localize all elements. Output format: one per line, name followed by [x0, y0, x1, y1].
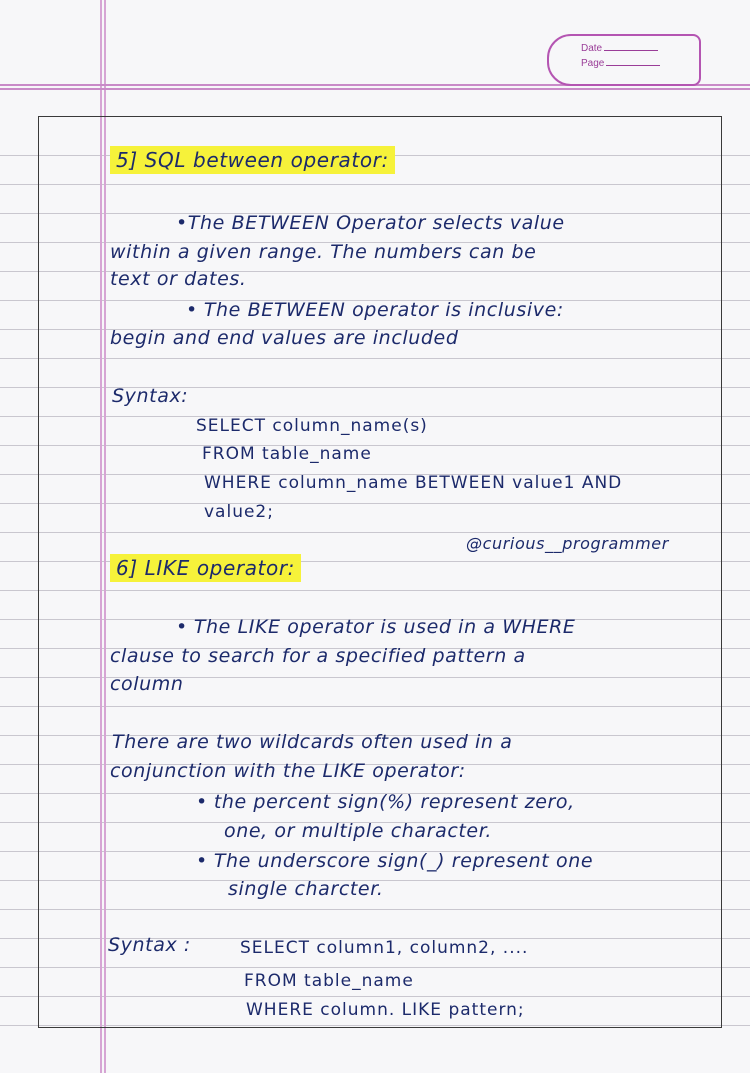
- section6-syntax-2: FROM table_name: [244, 971, 414, 991]
- section5-title: 5] SQL between operator:: [110, 148, 395, 172]
- section5-syntax-label: Syntax:: [112, 385, 189, 407]
- wildcard-percent-1: • the percent sign(%) represent zero,: [196, 791, 575, 813]
- section5-syntax-3: WHERE column_name BETWEEN value1 AND: [204, 473, 623, 493]
- wildcard-underscore-1: • The underscore sign(_) represent one: [196, 850, 593, 872]
- section5-line-2: within a given range. The numbers can be: [110, 241, 537, 263]
- wildcard-percent-2: one, or multiple character.: [224, 820, 493, 842]
- section5-syntax-2: FROM table_name: [202, 444, 372, 464]
- wildcards-intro-2: conjunction with the LIKE operator:: [110, 760, 466, 782]
- section6-syntax-label: Syntax :: [108, 934, 191, 956]
- section5-syntax-1: SELECT column_name(s): [196, 416, 428, 436]
- section6-title: 6] LIKE operator:: [110, 556, 301, 580]
- section6-line-3: column: [110, 673, 184, 695]
- date-page-stamp: [547, 34, 701, 86]
- wildcards-intro-1: There are two wildcards often used in a: [112, 731, 513, 753]
- section6-syntax-3: WHERE column. LIKE pattern;: [246, 1000, 525, 1020]
- section5-line-3: text or dates.: [110, 268, 247, 290]
- section5-line-1: •The BETWEEN Operator selects value: [176, 212, 565, 234]
- wildcard-underscore-2: single charcter.: [228, 878, 384, 900]
- section6-line-1: • The LIKE operator is used in a WHERE: [176, 616, 576, 638]
- page-label: Page: [581, 58, 605, 69]
- header-rule-2: [0, 88, 750, 90]
- section5-line-5: begin and end values are included: [110, 327, 459, 349]
- section5-syntax-4: value2;: [204, 502, 274, 522]
- section5-line-4: • The BETWEEN operator is inclusive:: [186, 299, 564, 321]
- signature: @curious__programmer: [466, 534, 669, 553]
- section6-line-2: clause to search for a specified pattern a: [110, 645, 526, 667]
- date-label: Date: [581, 43, 603, 54]
- section6-syntax-1: SELECT column1, column2, ....: [240, 938, 529, 958]
